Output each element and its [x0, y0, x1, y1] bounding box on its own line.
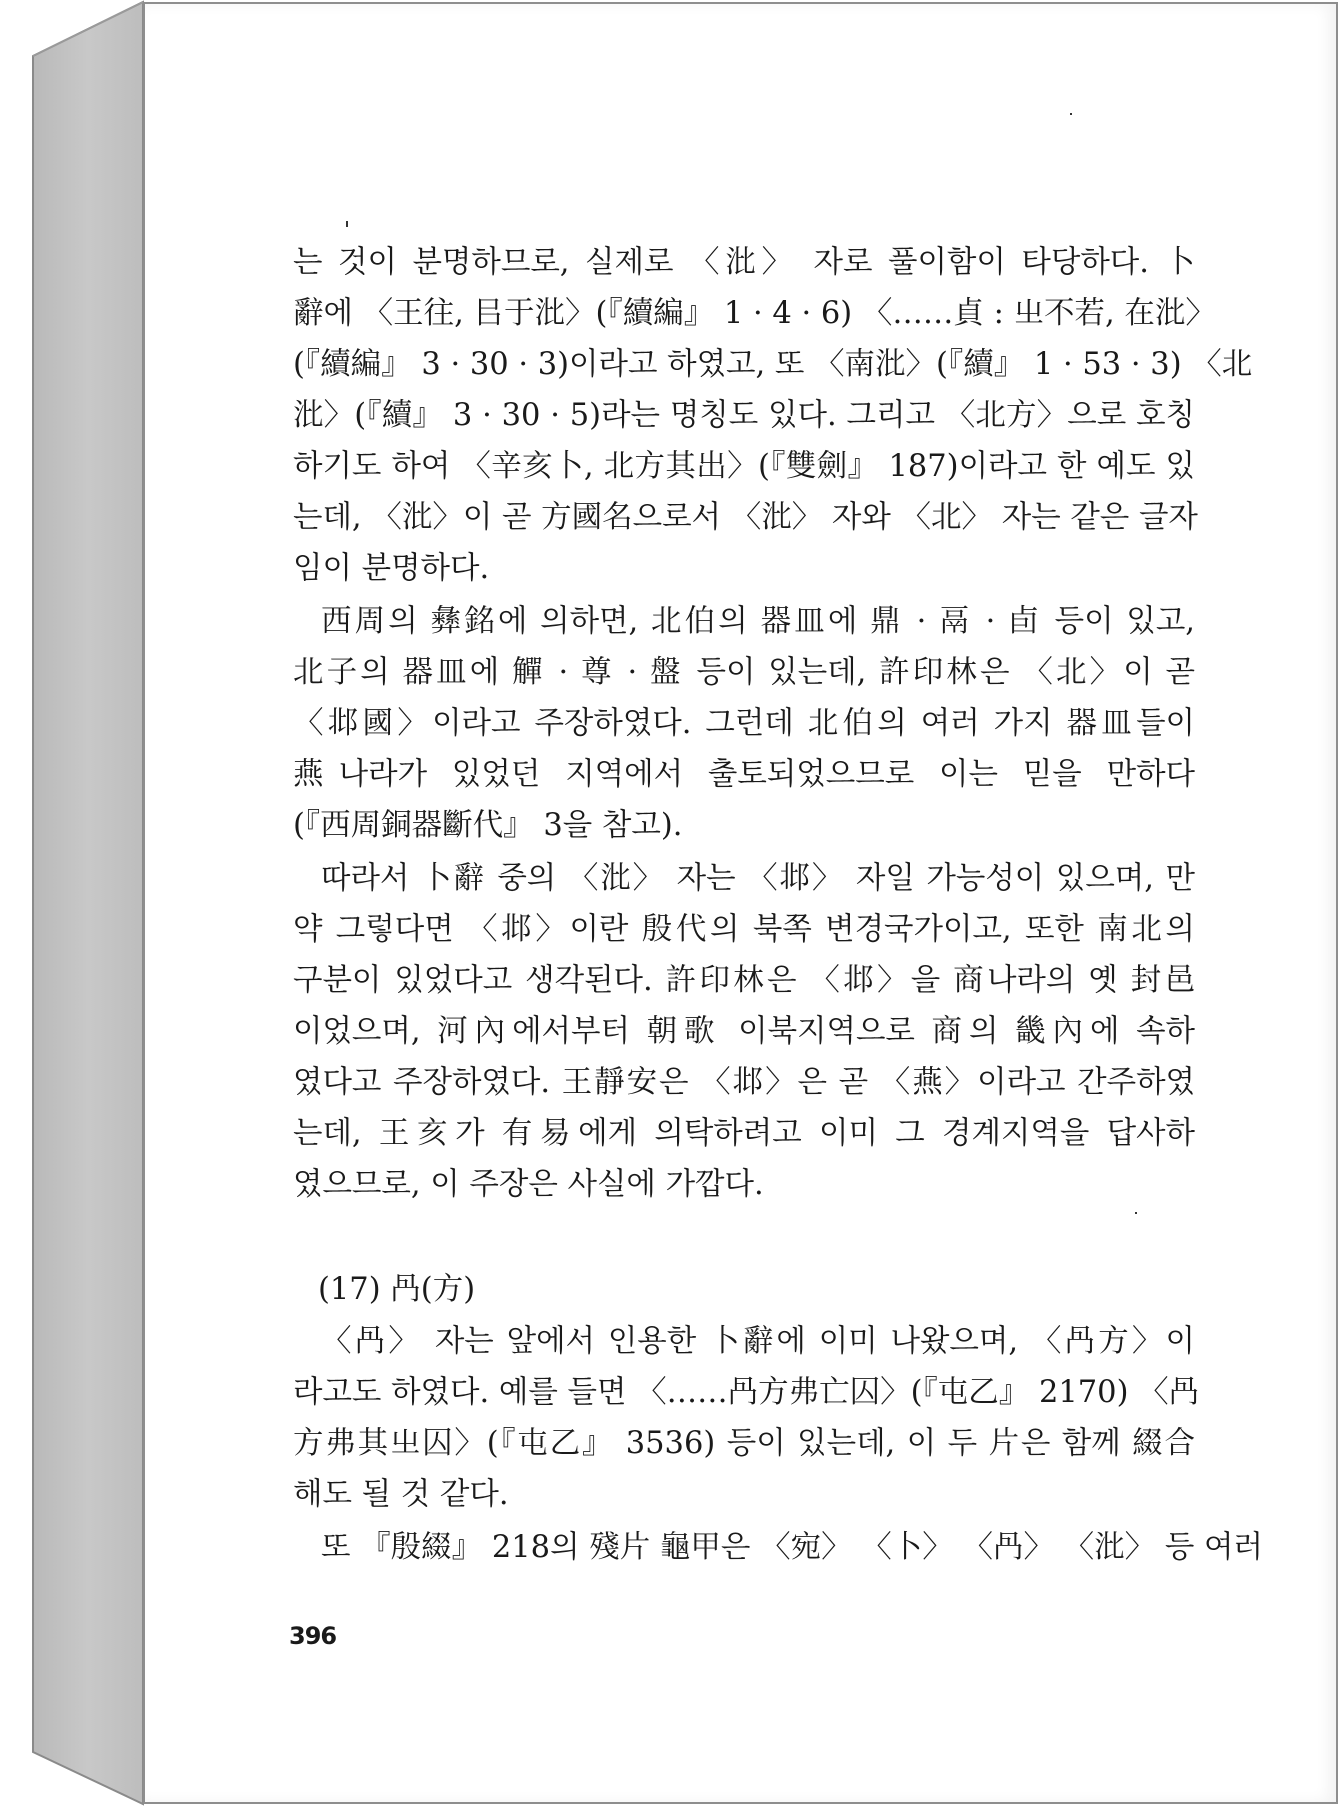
text-line: 는 것이 분명하므로, 실제로 〈沘〉 자로 풀이함이 타당하다. 卜	[293, 245, 1195, 280]
text-line: 北子의 器皿에 觶 · 尊 · 盤 등이 있는데, 許印林은 〈北〉이 곧	[293, 655, 1195, 690]
page-speck	[1070, 113, 1072, 115]
section-heading: (17) 冎(方)	[318, 1272, 476, 1307]
text-line: 라고도 하였다. 예를 들면 〈……冎方弗亡囚〉(『屯乙』 2170) 〈冎	[293, 1375, 1200, 1410]
text-line: 沘〉(『續』 3 · 30 · 5)라는 명칭도 있다. 그리고 〈北方〉으로 호칭	[293, 398, 1195, 433]
text-line: 해도 될 것 같다.	[293, 1477, 509, 1512]
text-line: 西周의 彝銘에 의하면, 北伯의 器皿에 鼎 · 鬲 · 卣 등이 있고,	[321, 604, 1195, 639]
page-number: 396	[289, 1622, 337, 1650]
text-line: (『續編』 3 · 30 · 3)이라고 하였고, 또 〈南沘〉(『續』 1 · 53 · 3) 〈北	[293, 347, 1253, 382]
text-line: 또 『殷綴』 218의 殘片 龜甲은 〈宛〉 〈卜〉 〈冎〉 〈沘〉 등 여러	[321, 1530, 1263, 1565]
text-line: 약 그렇다면 〈邶〉이란 殷代의 북쪽 변경국가이고, 또한 南北의	[293, 912, 1195, 947]
text-line: 이었으며, 河內에서부터 朝歌 이북지역으로 商의 畿內에 속하	[293, 1014, 1195, 1049]
page-speck	[346, 221, 348, 227]
text-line: 임이 분명하다.	[293, 551, 490, 586]
text-line: 〈冎〉 자는 앞에서 인용한 卜辭에 이미 나왔으며, 〈冎方〉이	[321, 1324, 1195, 1359]
text-line: 따라서 卜辭 중의 〈沘〉 자는 〈邶〉 자일 가능성이 있으며, 만	[321, 861, 1195, 896]
text-line: 方弗其㞢囚〉(『屯乙』 3536) 등이 있는데, 이 두 片은 함께 綴合	[293, 1426, 1195, 1461]
book-spine-side	[33, 2, 143, 1804]
page-speck	[1135, 1212, 1137, 1214]
text-line: 는데, 王亥가 有易에게 의탁하려고 이미 그 경계지역을 답사하	[293, 1116, 1195, 1151]
text-line: 구분이 있었다고 생각된다. 許印林은 〈邶〉을 商나라의 옛 封邑	[293, 963, 1195, 998]
text-line: 였다고 주장하였다. 王靜安은 〈邶〉은 곧 〈燕〉이라고 간주하였	[293, 1065, 1195, 1100]
text-line: 하기도 하여 〈辛亥卜, 北方其出〉(『雙劍』 187)이라고 한 예도 있	[293, 449, 1195, 484]
text-line: 燕나라가 있었던 지역에서 출토되었으므로 이는 믿을 만하다	[293, 757, 1195, 792]
text-line: 〈邶國〉이라고 주장하였다. 그런데 北伯의 여러 가지 器皿들이	[293, 706, 1195, 741]
text-line: 는데, 〈沘〉이 곧 方國名으로서 〈沘〉 자와 〈北〉 자는 같은 글자	[293, 500, 1198, 535]
text-line: 辭에 〈王往, 㠯于沘〉(『續編』 1 · 4 · 6) 〈……貞 : 㞢不若, 在沘〉	[293, 296, 1216, 331]
text-line: 였으므로, 이 주장은 사실에 가깝다.	[293, 1167, 764, 1202]
text-line: (『西周銅器斷代』 3을 참고).	[293, 808, 683, 843]
